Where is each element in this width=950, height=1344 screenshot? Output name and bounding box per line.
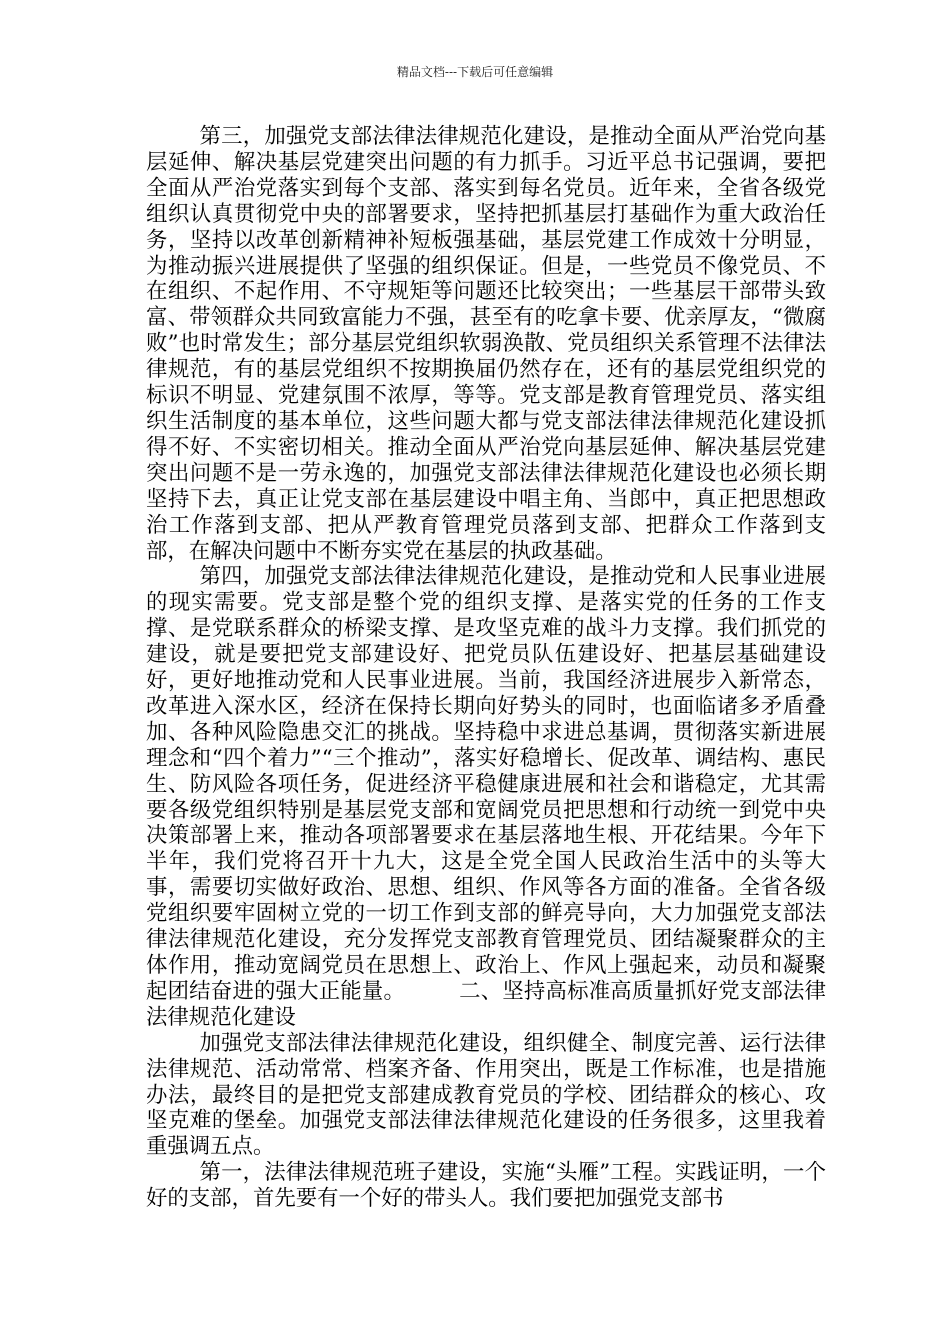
page-header: 精品文档---下载后可任意编辑 — [396, 65, 554, 79]
paragraph-third-point: 第三，加强党支部法律法律规范化建设，是推动全面从严治党向基层延伸、解决基层党建突出问题的有力抓手。习近平总书记强调，要把全面从严治党落实到每个支部、落实到每名党员。近年来，全省各级党组织认真贯彻党中央的部署要求，坚持把抓基层打基础作为重大政治任务，坚持以改革创新精神补短板强基础，基层党建工作成效十分明显，为推动振兴进展提供了坚强的组织保证。但是，一些党员不像党员、不在组织、不起作用、不守规矩等问题还比较突出；一些基层干部带头致富、带领群众共同致富能力不强，甚至有的吃拿卡要、优亲厚友，“微腐败”也时常发生；部分基层党组织软弱涣散、党员组织关系管理不法律法律规范，有的基层党组织不按期换届仍然存在，还有的基层党组织党的标识不明显、党建氛围不浓厚，等等。党支部是教育管理党员、落实组织生活制度的基本单位，这些问题大都与党支部法律法律规范化建设抓得不好、不实密切相关。推动全面从严治党向基层延伸、解决基层党建突出问题不是一劳永逸的，加强党支部法律法律规范化建设也必须长期坚持下去，真正让党支部在基层建设中唱主角、当郎中，真正把思想政治工作落到支部、把从严教育管理党员落到支部、把群众工作落到支部，在解决问题中不断夯实党在基层的执政基础。 — [146, 124, 826, 564]
paragraph-first-measure: 第一，法律法律规范班子建设，实施“头雁”工程。实践证明，一个好的支部，首先要有一个好的带头人。我们要把加强党支部书 — [146, 1160, 826, 1212]
document-body — [146, 124, 826, 1212]
paragraph-fourth-point: 第四，加强党支部法律法律规范化建设，是推动党和人民事业进展的现实需要。党支部是整个党的组织支撑、是落实党的任务的工作支撑、是党联系群众的桥梁支撑、是攻坚克难的战斗力支撑。我们抓党的建设，就是要把党支部建设好、把党员队伍建设好、把基层基础建设好，更好地推动党和人民事业进展。当前，我国经济进展步入新常态，改革进入深水区，经济在保持长期向好势头的同时，也面临诸多矛盾叠加、各种风险隐患交汇的挑战。坚持稳中求进总基调，贯彻落实新进展理念和“四个着力”“三个推动”，落实好稳增长、促改革、调结构、惠民生、防风险各项任务，促进经济平稳健康进展和社会和谐稳定，尤其需要各级党组织特别是基层党支部和宽阔党员把思想和行动统一到党中央决策部署上来，推动各项部署要求在基层落地生根、开花结果。今年下半年，我们党将召开十九大，这是全党全国人民政治生活中的头等大事，需要切实做好政治、思想、组织、作风等各方面的准备。全省各级党组织要牢固树立党的一切工作到支部的鲜亮导向，大力加强党支部法律法律规范化建设，充分发挥党支部教育管理党员、团结凝聚群众的主体作用，推动宽阔党员在思想上、政治上、作风上强起来，动员和凝聚起团结奋进的强大正能量。 二、坚持高标准高质量抓好党支部法律法律规范化建设 — [146, 564, 826, 1030]
paragraph-standards: 加强党支部法律法律规范化建设，组织健全、制度完善、运行法律法律规范、活动常常、档案齐备、作用突出，既是工作标准，也是措施办法，最终目的是把党支部建成教育党员的学校、团结群众的核心、攻坚克难的堡垒。加强党支部法律法律规范化建设的任务很多，这里我着重强调五点。 — [146, 1030, 826, 1160]
